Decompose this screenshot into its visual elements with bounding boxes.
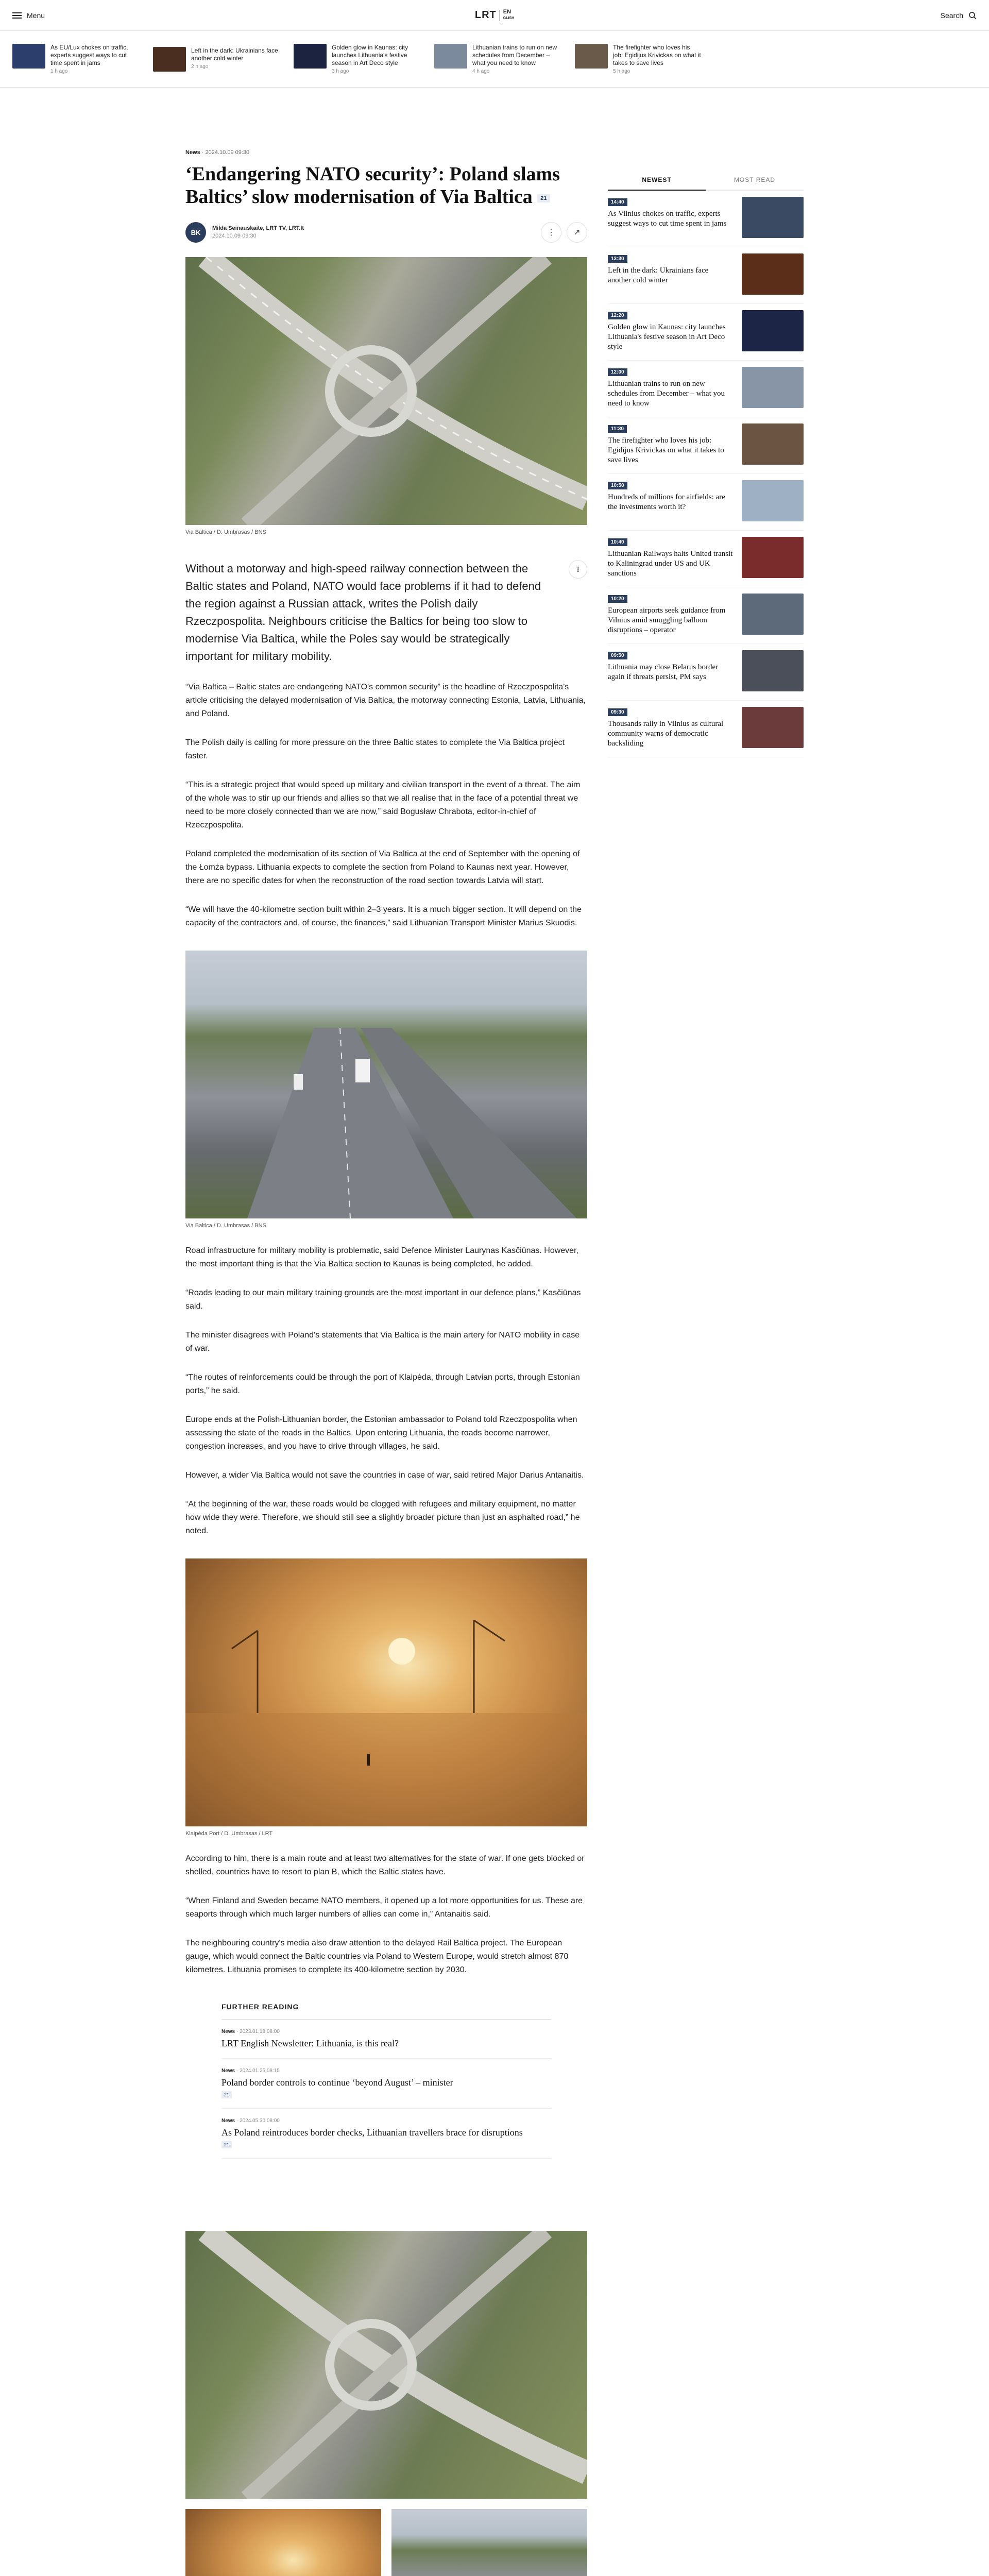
image-3-caption: Klaipėda Port / D. Umbrasas / LRT [185, 1831, 273, 1837]
further-reading-meta: News · 2024.01.25 08:15 [221, 2068, 280, 2074]
further-reading-title[interactable]: Poland border controls to continue ‘beyond August’ – minister [221, 2077, 453, 2088]
sidebar-news-item[interactable] [608, 531, 804, 587]
ticker-time: 4 h ago [472, 69, 490, 74]
ticker-item[interactable] [434, 44, 560, 74]
further-reading-date: 2024.01.25 08:15 [240, 2068, 280, 2074]
sidebar-news-text [608, 650, 734, 694]
gallery-thumbs [185, 2509, 587, 2576]
further-reading-date: 2023.01.18 08:00 [240, 2029, 280, 2035]
ticker-thumbnail [575, 44, 608, 69]
sidebar-news-text [608, 537, 734, 581]
ticker-text [613, 44, 701, 74]
article-date: 2024.10.09 09:30 [205, 149, 250, 156]
article-paragraph: “At the beginning of the war, these roads would be clogged with refugees and military equipment, no matter how wide they were. Therefore, we should still see a slightly broader picture than just an asphalted road,” he noted. [185, 1500, 580, 1536]
article-paragraph: “When Finland and Sweden became NATO members, it opened up a lot more opportunities for us. These are seaports through which much larger numbers of allies can come in,” Antanaitis said. [185, 1896, 583, 1919]
ticker-text [332, 44, 420, 74]
author-date: 2024.10.09 09:30 [212, 233, 257, 240]
sidebar-news-thumbnail[interactable] [742, 197, 804, 238]
ticker-time: 5 h ago [613, 69, 630, 74]
further-reading-heading: FURTHER READING [221, 2003, 551, 2020]
further-reading-list [221, 2020, 551, 2159]
article-paragraph: The minister disagrees with Poland's statements that Via Baltica is the main artery for NATO mobility in case of war. [185, 1331, 580, 1353]
ticker-title: Golden glow in Kaunas: city launches Lithuania's festive season in Art Deco style [332, 44, 408, 66]
gallery-image-main[interactable] [185, 2231, 587, 2499]
comment-badge[interactable]: 21 [537, 194, 550, 202]
gallery-thumb-highway[interactable] [391, 2509, 587, 2576]
hero-caption: Via Baltica / D. Umbrasas / BNS [185, 529, 266, 536]
sidebar-news-thumbnail[interactable] [742, 650, 804, 691]
article-paragraph: Poland completed the modernisation of its section of Via Baltica at the end of September with the opening of the Łomża bypass. Lithuania expects to complete the section from Poland to Kaunas next year. However, there are no specific dates for when the reconstruction of the road section towards Latvia will start. [185, 850, 580, 886]
ticker-item[interactable] [575, 44, 701, 74]
menu-label: Menu [27, 11, 45, 20]
sidebar-news-text [608, 367, 734, 411]
sidebar-news-title[interactable]: Left in the dark: Ukrainians face another cold winter [608, 266, 709, 284]
search-button[interactable] [941, 11, 977, 20]
sidebar-news-thumbnail[interactable] [742, 707, 804, 748]
ticker-item[interactable] [153, 47, 279, 72]
sidebar-time-badge: 10:40 [608, 538, 627, 546]
further-reading-item[interactable] [221, 2059, 551, 2109]
sidebar-time-badge: 09:50 [608, 652, 627, 659]
ticker-title: The firefighter who loves his job: Egidijus Krivickas on what it takes to save lives [613, 44, 701, 66]
tab-newest[interactable]: NEWEST [608, 170, 706, 191]
sidebar-news-title[interactable]: Thousands rally in Vilnius as cultural community warns of democratic backsliding [608, 720, 724, 748]
sidebar-news-item[interactable] [608, 247, 804, 304]
article-paragraph: “This is a strategic project that would speed up military and civilian transport in the event of a threat. The aim of the whole was to stir up our friends and allies so that we all realise that in the face of a potential threat we need to be more closely connected than we are now,” said Bogusław Chrabota, editor-in-chief of Rzeczpospolita. [185, 781, 581, 830]
sidebar-news-title[interactable]: Lithuanian trains to run on new schedules from December – what you need to know [608, 380, 725, 408]
ticker-title: Left in the dark: Ukrainians face another cold winter [191, 46, 278, 62]
sidebar-time-badge: 12:20 [608, 312, 627, 319]
ticker-item[interactable] [12, 44, 139, 74]
hamburger-icon [12, 12, 22, 19]
sidebar-news-thumbnail[interactable] [742, 310, 804, 351]
logo-english: EN GLISH [503, 9, 515, 20]
ticker-text [472, 44, 560, 74]
tab-most-read[interactable]: MOST READ [734, 176, 776, 183]
article-lead: Without a motorway and high-speed railway connection between the Baltic states and Poland, NATO would face problems if it had to defend the region against a Russian attack, writes the Polish daily Rzeczpospolita. Neighbours criticise the Baltics for being too slow to modernise Via Baltica, while the Poles say would be strategically important for military mobility. ⇪ [185, 560, 587, 665]
search-icon [968, 11, 977, 20]
article-image-2[interactable] [185, 951, 587, 1218]
article-paragraph: “Roads leading to our main military training grounds are the most important in our defence plans,” Kasčiūnas said. [185, 1289, 581, 1311]
sidebar-news-item[interactable] [608, 304, 804, 361]
ticker-time: 1 h ago [50, 69, 68, 74]
sidebar-news-item[interactable] [608, 417, 804, 474]
sidebar-news-title[interactable]: Hundreds of millions for airfields: are the investments worth it? [608, 493, 725, 511]
sidebar [608, 170, 804, 757]
further-reading-title[interactable]: As Poland reintroduces border checks, Lithuanian travellers brace for disruptions [221, 2127, 523, 2138]
sidebar-time-badge: 14:40 [608, 198, 627, 206]
sidebar-news-item[interactable] [608, 361, 804, 417]
paragraphs-c [185, 1852, 587, 1977]
sidebar-news-thumbnail[interactable] [742, 594, 804, 635]
article-category[interactable]: News [185, 149, 200, 156]
author-avatar: BK [185, 222, 206, 243]
article-paragraph: According to him, there is a main route and at least two alternatives for the state of war. If one gets blocked or shelled, countries have to resort to plan B, which the Baltic states have. [185, 1854, 585, 1877]
sidebar-news-text [608, 197, 734, 241]
sidebar-news-title[interactable]: Golden glow in Kaunas: city launches Lithuania's festive season in Art Deco style [608, 323, 726, 351]
sidebar-news-list [608, 191, 804, 757]
sidebar-news-text [608, 253, 734, 297]
ticker-thumbnail [153, 47, 186, 72]
further-reading-item[interactable] [221, 2109, 551, 2159]
highway-illustration [185, 951, 587, 1218]
sidebar-news-title[interactable]: As Vilnius chokes on traffic, experts suggest ways to cut time spent in jams [608, 210, 727, 228]
sidebar-news-title[interactable]: European airports seek guidance from Vilnius amid smuggling balloon disruptions – operator [608, 606, 726, 634]
top-bar [0, 0, 989, 31]
ticker-item[interactable] [294, 44, 420, 74]
sidebar-news-thumbnail[interactable] [742, 480, 804, 521]
sidebar-news-thumbnail[interactable] [742, 537, 804, 578]
article-paragraph: “The routes of reinforcements could be through the port of Klaipėda, through Latvian ports, through Estonian ports,” he said. [185, 1373, 580, 1396]
sidebar-news-item[interactable] [608, 191, 804, 247]
sidebar-news-item[interactable] [608, 644, 804, 701]
sidebar-tabs [608, 170, 804, 191]
sidebar-time-badge: 13:30 [608, 255, 627, 263]
ticker-text [50, 44, 139, 74]
ticker-title: Lithuanian trains to run on new schedules from December – what you need to know [472, 44, 557, 66]
ticker-time: 3 h ago [332, 69, 349, 74]
sidebar-time-badge: 09:30 [608, 708, 627, 716]
sidebar-news-text [608, 594, 734, 637]
further-reading-badge: 21 [221, 2091, 232, 2098]
further-reading-category: News [221, 2029, 235, 2035]
sidebar-time-badge: 10:50 [608, 482, 627, 489]
further-reading-title[interactable]: LRT English Newsletter: Lithuania, is this real? [221, 2038, 399, 2049]
image-2-caption: Via Baltica / D. Umbrasas / BNS [185, 1223, 266, 1229]
ticker-text [191, 47, 279, 72]
sidebar-news-thumbnail[interactable] [742, 367, 804, 408]
article-paragraph: Europe ends at the Polish-Lithuanian border, the Estonian ambassador to Poland told Rzeczpospolita when assessing the state of the roads in the Baltics. Upon entering Lithuania, the roads become narrower, congestion increases, and you have to drive through villages, he said. [185, 1415, 577, 1451]
ticker-title: As EU/Lux chokes on traffic, experts suggest ways to cut time spent in jams [50, 44, 128, 66]
news-ticker [0, 31, 989, 88]
sidebar-news-item[interactable] [608, 587, 804, 644]
share-icons [541, 222, 587, 243]
port-illustration [185, 1558, 587, 1826]
ticker-thumbnail [434, 44, 467, 69]
logo-lrt: LRT [474, 9, 497, 21]
article-paragraph: However, a wider Via Baltica would not save the countries in case of war, said retired Major Darius Antanaitis. [185, 1471, 584, 1480]
further-reading-meta: News · 2023.01.18 08:00 [221, 2029, 280, 2035]
further-reading-item[interactable] [221, 2020, 551, 2059]
ticker-thumbnail [294, 44, 327, 69]
article-paragraph: “Via Baltica – Baltic states are endangering NATO's common security” is the headline of Rzeczpospolita's article criticising the delayed modernisation of Via Baltica, the motorway connecting Estonia, Latvia, Lithuania, and Poland. [185, 683, 586, 719]
article [185, 149, 587, 2576]
further-reading-badge: 21 [221, 2141, 232, 2148]
article-paragraph: The neighbouring country's media also draw attention to the delayed Rail Baltica project. The European gauge, which would connect the Baltic countries via Poland to Western Europe, would stretch almost 870 kilometres. Lithuania promises to complete its 400-kilometre section by 2030. [185, 1939, 569, 1975]
more-options-icon[interactable]: ⋮ [541, 222, 561, 243]
article-paragraph: “We will have the 40-kilometre section built within 2–3 years. It is a much bigger section. It will depend on the capacity of the contractors and, of course, the finances,” said Lithuanian Transport Minister Marius Skuodis. [185, 905, 582, 928]
article-hero-image[interactable] [185, 257, 587, 525]
sidebar-news-item[interactable] [608, 474, 804, 531]
sidebar-news-text [608, 480, 734, 524]
article-paragraph: Road infrastructure for military mobility is problematic, said Defence Minister Laurynas Kasčiūnas. However, the most important thing is that the Via Baltica section to Kaunas is being completed, he added. [185, 1246, 578, 1269]
article-title: ‘Endangering NATO security’: Poland slams Baltics’ slow modernisation of Via Baltica 21 [185, 163, 560, 208]
author-row [185, 222, 587, 243]
gallery-thumb-port[interactable] [185, 2509, 381, 2576]
sidebar-news-thumbnail[interactable] [742, 423, 804, 465]
further-reading-date: 2024.05.30 08:00 [240, 2118, 280, 2124]
paragraphs-b [185, 1244, 587, 1538]
author-name[interactable]: Milda Seinauskaite, LRT TV, LRT.lt [212, 225, 304, 232]
sidebar-time-badge: 10:20 [608, 595, 627, 603]
road-illustration [185, 257, 587, 525]
paragraphs-a [185, 681, 587, 930]
article-paragraph: The Polish daily is calling for more pressure on the three Baltic states to complete the Via Baltica project faster. [185, 738, 565, 761]
photo-gallery [185, 2231, 587, 2576]
sidebar-time-badge: 12:00 [608, 368, 627, 376]
ticker-thumbnail [12, 44, 45, 69]
sidebar-news-text [608, 310, 734, 354]
site-logo[interactable] [475, 9, 514, 21]
sidebar-news-thumbnail[interactable] [742, 253, 804, 295]
sidebar-news-text [608, 707, 734, 751]
further-reading-meta: News · 2024.05.30 08:00 [221, 2118, 280, 2124]
further-reading-category: News [221, 2118, 235, 2124]
author-meta [212, 225, 304, 240]
article-meta: News · 2024.10.09 09:30 [185, 149, 250, 156]
further-reading [221, 2003, 551, 2159]
menu-button[interactable] [12, 11, 45, 20]
further-reading-category: News [221, 2068, 235, 2074]
sidebar-news-title[interactable]: The firefighter who loves his job: Egidijus Krivickas on what it takes to save lives [608, 436, 724, 464]
lead-share-icon[interactable]: ⇪ [569, 560, 587, 579]
sidebar-time-badge: 11:30 [608, 425, 627, 433]
sidebar-news-title[interactable]: Lithuania may close Belarus border again if threats persist, PM says [608, 663, 719, 681]
sidebar-news-title[interactable]: Lithuanian Railways halts United transit to Kaliningrad under US and UK sanctions [608, 550, 733, 578]
sidebar-news-text [608, 423, 734, 467]
article-image-3[interactable] [185, 1558, 587, 1826]
sidebar-news-item[interactable] [608, 701, 804, 757]
share-icon[interactable]: ↗ [567, 222, 587, 243]
search-label: Search [940, 11, 963, 20]
gallery-road-illustration [185, 2231, 587, 2499]
ticker-time: 2 h ago [191, 63, 209, 70]
